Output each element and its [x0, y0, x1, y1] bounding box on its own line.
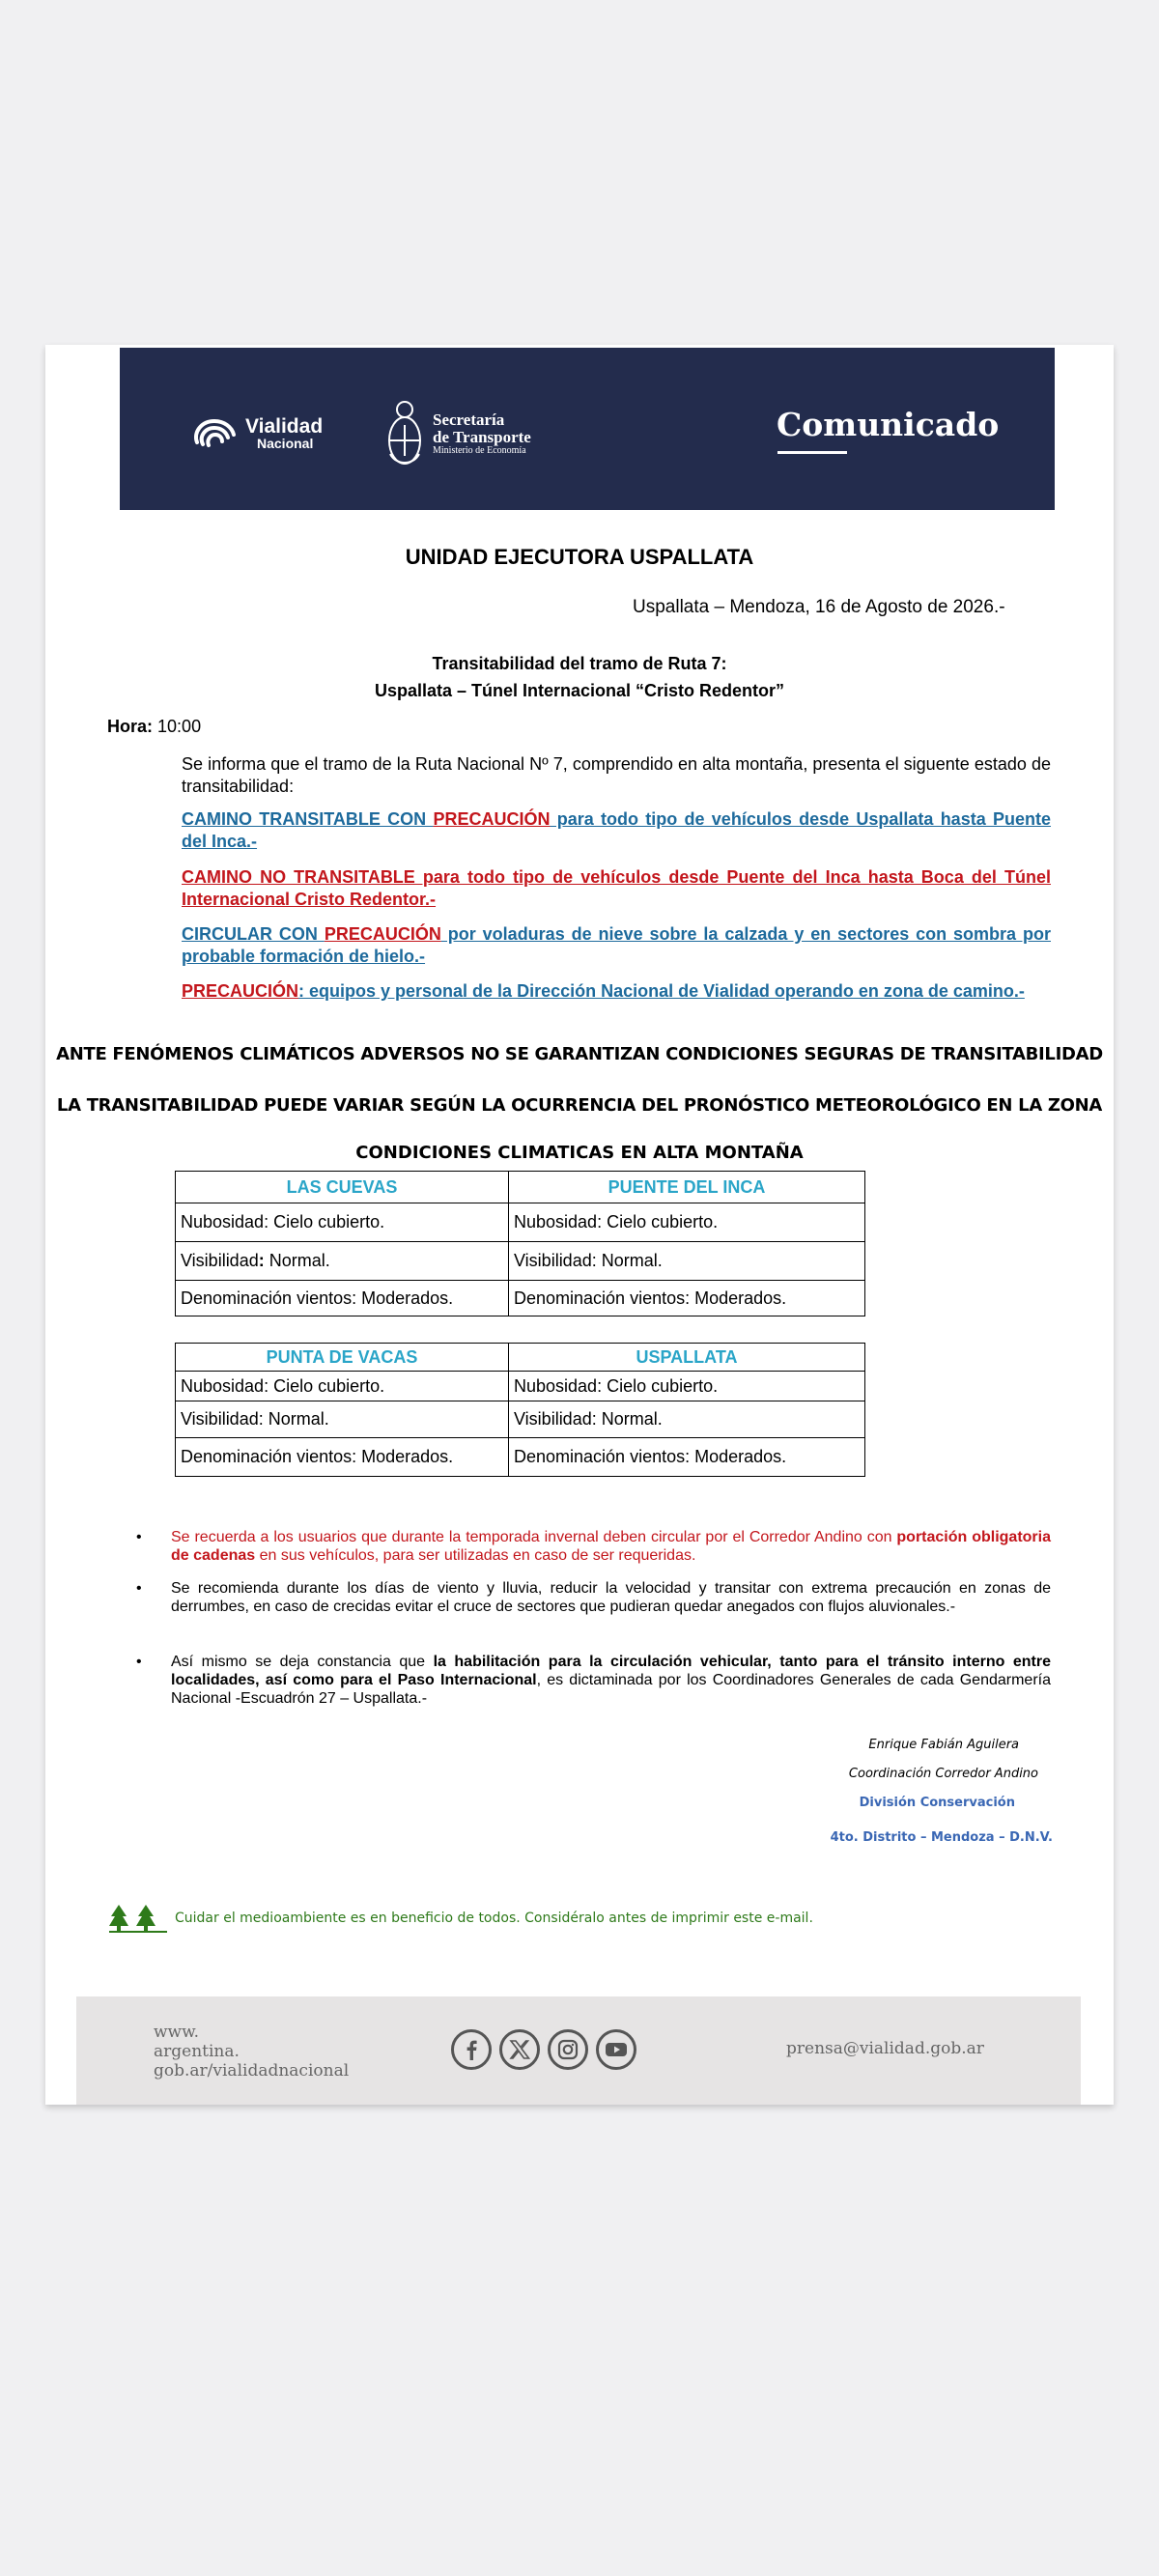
status2-text: CAMINO NO TRANSITABLE para todo tipo de vehículos desde Puente del Inca hasta Boca del Túnel Internacional Cristo Redentor.- — [182, 867, 1051, 909]
table-row — [176, 1203, 865, 1242]
status-no-transitable — [182, 866, 1051, 911]
status-circular — [182, 923, 1051, 968]
comunicado-title: Comunicado — [777, 406, 1000, 443]
table-cell: Nubosidad: Cielo cubierto. — [509, 1372, 865, 1401]
table-cell: Visibilidad: Normal. — [509, 1242, 865, 1281]
warning-adverse: ANTE FENÓMENOS CLIMÁTICOS ADVERSOS NO SE GARANTIZAN CONDICIONES SEGURAS DE TRANSITABILIDAD — [56, 1044, 1103, 1064]
header-puente-del-inca: PUENTE DEL INCA — [509, 1172, 865, 1203]
table-row — [176, 1172, 865, 1203]
status3-precaucion: PRECAUCIÓN — [324, 924, 441, 944]
status-transitable — [182, 808, 1051, 853]
bullet3-b: la habilitación para la circulación vehicular, tanto para el tránsito interno entre localidades, así como para el Paso Internacional — [171, 1654, 1051, 1688]
table-cell: Nubosidad: Cielo cubierto. — [176, 1372, 509, 1401]
conditions-title: CONDICIONES CLIMATICAS EN ALTA MONTAÑA — [355, 1143, 804, 1163]
vialidad-nacional-logo — [189, 413, 323, 452]
header-punta-de-vacas: PUNTA DE VACAS — [176, 1344, 509, 1372]
bullet3-c: , es dictaminada por los Coordinadores Generales de cada Gendarmería Nacional -Escuadrón 27 – Uspallata.- — [171, 1672, 1052, 1707]
table-cell: Visibilidad: Normal. — [509, 1401, 865, 1438]
bullet1-c: en sus vehículos, para ser utilizadas en caso de ser requeridas. — [255, 1547, 696, 1564]
status1-c: para todo tipo de vehículos desde Uspallata hasta Puente del Inca.- — [182, 809, 1051, 851]
weather-table-1 — [175, 1171, 865, 1316]
footer-url-line3: gob.ar/vialidadnacional — [154, 2061, 350, 2081]
bullet-dot: • — [136, 1654, 142, 1670]
header-uspallata: USPALLATA — [509, 1344, 865, 1372]
status3-c: por voladuras de nieve sobre la calzada y en sectores con sombra por probable formación de hielo.- — [182, 924, 1051, 966]
signature-name: Enrique Fabián Aguilera — [868, 1738, 1019, 1752]
footer-url-line2: argentina. — [154, 2042, 240, 2061]
bullet-cadenas — [136, 1528, 1051, 1565]
visibilidad-colon: : — [258, 1251, 265, 1270]
bullet1-a: Se recuerda a los usuarios que durante la temporada invernal deben circular por el Corredor Andino con — [171, 1529, 897, 1545]
warning-variation: LA TRANSITABILIDAD PUEDE VARIAR SEGÚN LA OCURRENCIA DEL PRONÓSTICO METEOROLÓGICO EN LA ZONA — [56, 1095, 1103, 1116]
table-row — [176, 1438, 865, 1477]
vialidad-line1: Vialidad — [245, 414, 324, 438]
unit-title: UNIDAD EJECUTORA USPALLATA — [405, 545, 754, 569]
status1-precaucion: PRECAUCIÓN — [433, 809, 551, 829]
table-cell: Denominación vientos: Moderados. — [176, 1438, 509, 1477]
footer-url[interactable] — [154, 2023, 349, 2081]
visibilidad-value: Normal. — [264, 1251, 330, 1270]
national-shield-icon — [384, 396, 425, 471]
secretaria-line3: Ministerio de Economía — [433, 444, 526, 456]
secretaria-line1: Secretaría — [433, 410, 505, 429]
table-cell — [176, 1242, 509, 1281]
x-icon[interactable] — [499, 2029, 540, 2070]
bullet2-text: Se recomienda durante los días de viento y lluvia, reducir la velocidad y transitar con extrema precaución en zonas de derrumbes, en caso de crecidas evitar el cruce de sectores que pudieran quedar anegados con flujos aluvionales.- — [171, 1580, 1051, 1615]
vialidad-line2: Nacional — [257, 435, 314, 451]
eco-note — [107, 1903, 813, 1934]
status4-precaucion: PRECAUCIÓN — [182, 981, 299, 1001]
secretaria-transporte-logo — [384, 396, 531, 471]
table-row — [176, 1281, 865, 1316]
table-cell: Denominación vientos: Moderados. — [176, 1281, 509, 1316]
table-cell: Nubosidad: Cielo cubierto. — [176, 1203, 509, 1242]
vialidad-swirl-icon — [189, 413, 240, 452]
signature-division: División Conservación — [859, 1796, 1015, 1810]
bullet-dot: • — [136, 1529, 142, 1545]
footer-email[interactable]: prensa@vialidad.gob.ar — [786, 2039, 984, 2058]
status-equipos — [182, 980, 1051, 1003]
youtube-icon[interactable] — [596, 2029, 636, 2070]
date-line: Uspallata – Mendoza, 16 de Agosto de 2026.- — [633, 597, 1005, 617]
table-cell: Denominación vientos: Moderados. — [509, 1438, 865, 1477]
hora-value: 10:00 — [157, 717, 202, 736]
subtitle-section: Uspallata – Túnel Internacional “Cristo Redentor” — [374, 681, 785, 700]
intro-paragraph: Se informa que el tramo de la Ruta Nacional Nº 7, comprendido en alta montaña, presenta el siguente estado de transitabilidad: — [182, 754, 1051, 796]
status3-a: CIRCULAR CON — [182, 924, 325, 944]
instagram-icon[interactable] — [548, 2029, 588, 2070]
visibilidad-label: Visibilidad — [181, 1251, 259, 1270]
header-banner — [120, 348, 1055, 510]
bullet3-a: Así mismo se deja constancia que — [171, 1654, 434, 1670]
hora-label: Hora: — [107, 717, 154, 736]
table-row — [176, 1401, 865, 1438]
secretaria-line2: de Transporte — [433, 427, 531, 446]
subtitle-route: Transitabilidad del tramo de Ruta 7: — [432, 654, 727, 673]
bullet1-b: portación obligatoria de cadenas — [171, 1529, 1051, 1564]
footer-url-line1: www. — [154, 2023, 200, 2042]
eco-text: Cuidar el medioambiente es en beneficio de todos. Considéralo antes de imprimir este e-mail. — [175, 1911, 813, 1926]
table-row — [176, 1372, 865, 1401]
status1-a: CAMINO TRANSITABLE CON — [182, 809, 434, 829]
trees-icon — [107, 1903, 169, 1934]
footer — [76, 1996, 1081, 2105]
status4-b: : equipos y personal de la Dirección Nacional de Vialidad operando en zona de camino.- — [298, 981, 1025, 1001]
document-page — [45, 345, 1114, 2105]
table-cell: Denominación vientos: Moderados. — [509, 1281, 865, 1316]
bullet-habilitacion — [136, 1653, 1052, 1708]
table-row — [176, 1242, 865, 1281]
facebook-icon[interactable] — [451, 2029, 492, 2070]
hora-line — [107, 717, 201, 737]
bullet-dot: • — [136, 1580, 142, 1597]
weather-table-2 — [175, 1343, 865, 1477]
signature-role: Coordinación Corredor Andino — [848, 1767, 1038, 1781]
table-cell: Nubosidad: Cielo cubierto. — [509, 1203, 865, 1242]
table-cell: Visibilidad: Normal. — [176, 1401, 509, 1438]
header-las-cuevas: LAS CUEVAS — [176, 1172, 509, 1203]
social-icons — [451, 2029, 636, 2070]
comunicado-underline — [777, 451, 847, 454]
table-row — [176, 1344, 865, 1372]
signature-district: 4to. Distrito – Mendoza – D.N.V. — [830, 1830, 1053, 1845]
bullet-viento — [136, 1579, 1051, 1616]
